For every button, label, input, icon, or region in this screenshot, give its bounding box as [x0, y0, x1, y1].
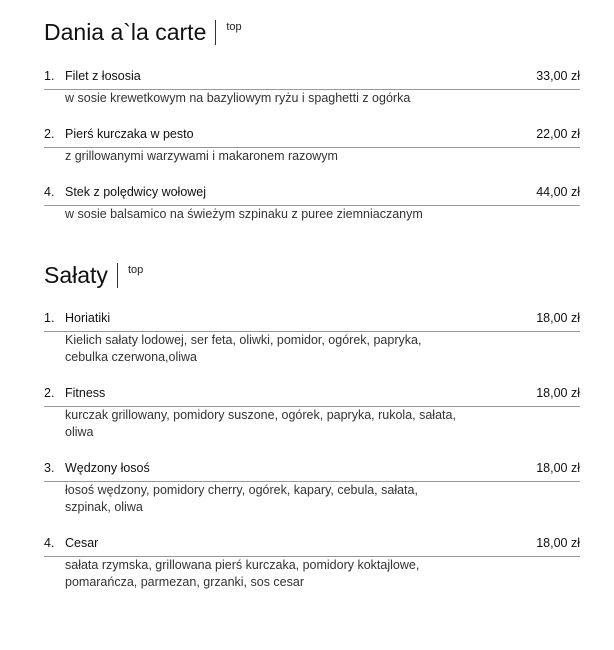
menu-item-row — [44, 457, 580, 482]
section-salaty — [44, 260, 580, 591]
item-description: kurczak grillowany, pomidory suszone, ogórek, papryka, rukola, sałata, oliwa — [65, 408, 456, 439]
menu-item-row — [44, 532, 580, 557]
item-name: Horiatiki — [65, 311, 111, 325]
item-price: 22,00 zł — [536, 127, 580, 141]
menu-item-row — [44, 307, 580, 332]
menu-item — [44, 457, 580, 516]
item-price: 18,00 zł — [536, 386, 580, 400]
top-link[interactable]: top — [127, 264, 144, 276]
item-number: 3. — [44, 461, 55, 475]
menu — [44, 17, 580, 607]
item-list — [44, 65, 580, 223]
menu-item-row — [44, 181, 580, 206]
item-name: Wędzony łosoś — [65, 461, 150, 475]
item-price: 44,00 zł — [536, 185, 580, 199]
item-number: 4. — [44, 185, 55, 199]
menu-item — [44, 382, 580, 441]
item-description: w sosie balsamico na świeżym szpinaku z puree ziemniaczanym — [65, 207, 423, 221]
menu-item-row — [44, 382, 580, 407]
item-name: Cesar — [65, 536, 99, 550]
item-number: 1. — [44, 69, 55, 83]
item-name: Fitness — [65, 386, 106, 400]
section-header — [44, 17, 580, 47]
item-description: łosoś wędzony, pomidory cherry, ogórek, kapary, cebula, sałata, szpinak, oliwa — [65, 483, 418, 514]
menu-item — [44, 65, 580, 107]
divider — [215, 20, 216, 45]
top-link[interactable]: top — [226, 21, 242, 33]
section-dania-a-la-carte — [44, 17, 580, 223]
menu-item — [44, 123, 580, 165]
section-title: Dania a`la carte — [44, 19, 207, 45]
item-price: 33,00 zł — [536, 69, 580, 83]
item-number: 4. — [44, 536, 55, 550]
item-price: 18,00 zł — [536, 461, 580, 475]
section-title: Sałaty — [44, 262, 108, 288]
item-name: Pierś kurczaka w pesto — [65, 127, 194, 141]
item-name: Stek z polędwicy wołowej — [65, 185, 207, 199]
item-price: 18,00 zł — [536, 311, 580, 325]
item-price: 18,00 zł — [536, 536, 580, 550]
menu-item-row — [44, 65, 580, 90]
menu-item-row — [44, 123, 580, 148]
item-description: sałata rzymska, grillowana pierś kurczaka, pomidory koktajlowe, pomarańcza, parmezan, grzanki, sos cesar — [65, 558, 420, 589]
section-header — [44, 260, 580, 290]
divider — [117, 263, 118, 288]
item-description: Kielich sałaty lodowej, ser feta, oliwki, pomidor, ogórek, papryka, cebulka czerwona,oliwa — [65, 333, 422, 364]
item-description: w sosie krewetkowym na bazyliowym ryżu i spaghetti z ogórka — [65, 91, 411, 105]
item-name: Filet z łososia — [65, 69, 141, 83]
menu-item — [44, 532, 580, 591]
menu-item — [44, 181, 580, 223]
item-number: 2. — [44, 127, 55, 141]
item-number: 2. — [44, 386, 55, 400]
item-description: z grillowanymi warzywami i makaronem razowym — [65, 149, 338, 163]
menu-item — [44, 307, 580, 366]
item-list — [44, 307, 580, 591]
item-number: 1. — [44, 311, 55, 325]
